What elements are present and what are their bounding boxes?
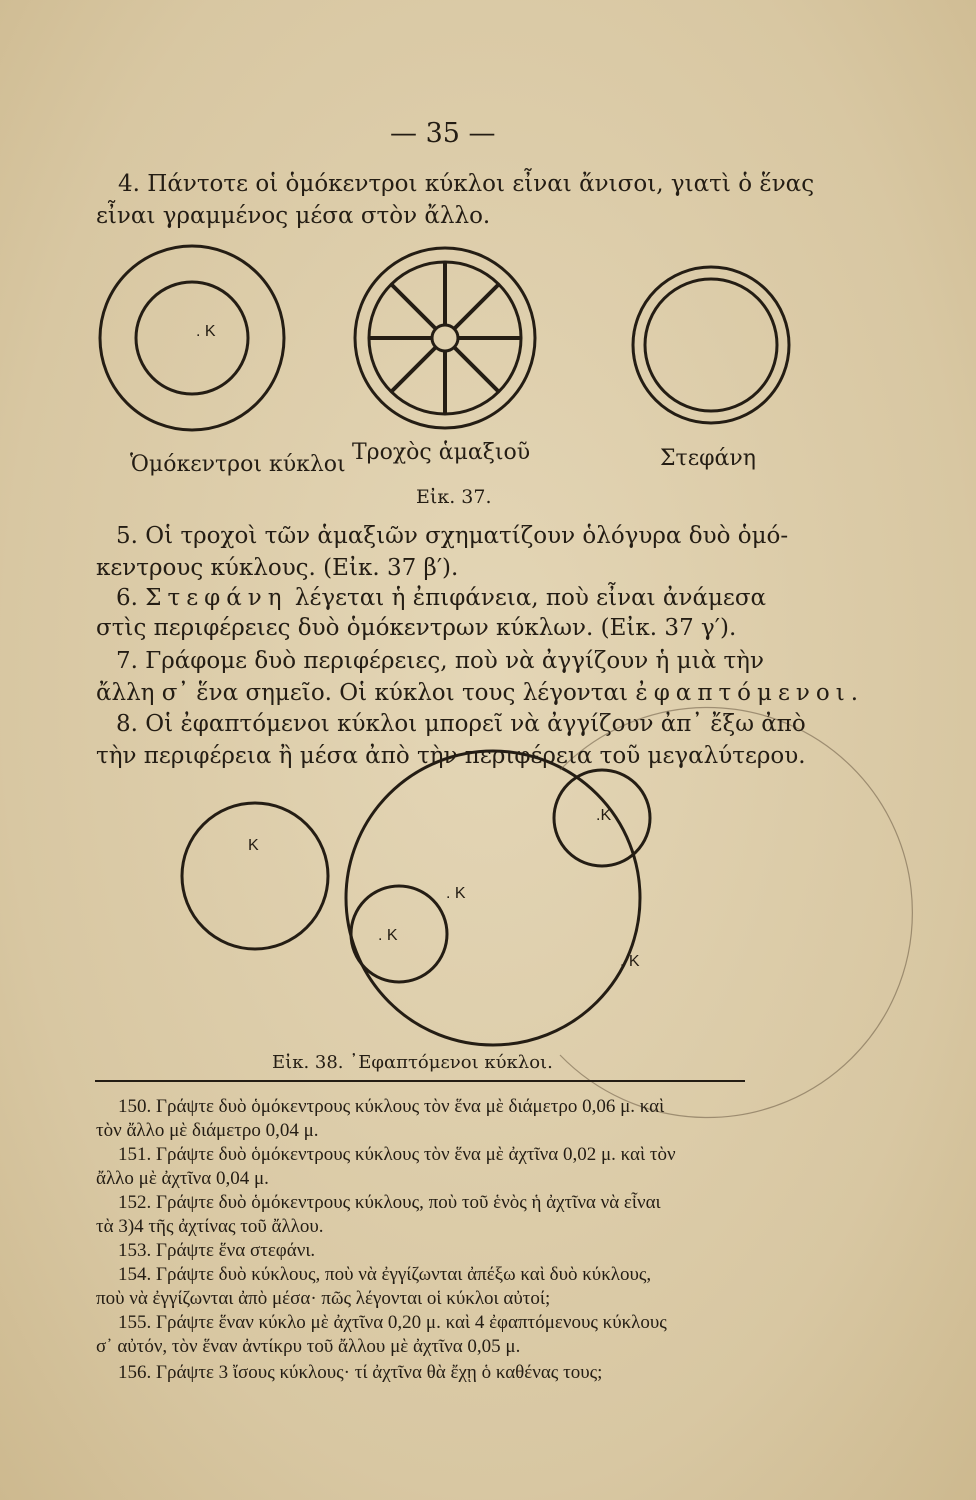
exercise-150-line-2: τὸν ἄλλο μὲ διάμετρο 0,04 μ.	[96, 1120, 319, 1141]
para-8-line-2: τὴν περιφέρεια ἢ μέσα ἀπὸ τὴν περιφέρεια τοῦ μεγαλύτερου.	[96, 743, 806, 769]
fig38-label-big: . K	[446, 885, 466, 902]
footnote-divider	[95, 1080, 745, 1082]
fig38-label-top-right: .K	[596, 807, 612, 824]
exercise-152-line-2: τὰ 3)4 τῆς ἀχτίνας τοῦ ἄλλου.	[96, 1216, 324, 1237]
para-7-line-2-start: ἄλλη σ᾿ ἕνα σημεῖο. Οἱ κύκλοι τους λέγονται	[96, 680, 629, 706]
para-7-line-2	[96, 677, 864, 709]
para-4-line-2: εἶναι γραμμένος μέσα στὸν ἄλλο.	[96, 203, 491, 229]
fig38-label-far-right: . K	[620, 953, 640, 970]
figure-38-caption: Εἰκ. 38. ᾿Εφαπτόμενοι κύκλοι.	[272, 1052, 553, 1073]
para-6-line-1	[116, 582, 766, 614]
concentric-inner-circle	[136, 282, 248, 394]
label-crown: Στεφάνη	[660, 446, 756, 471]
fig38-label-left: K	[248, 837, 259, 854]
crown-outer-circle	[633, 267, 789, 423]
para-7-term: ἐφαπτόμενοι.	[635, 680, 865, 706]
para-7-line-1: 7. Γράφομε δυὸ περιφέρειες, ποὺ νὰ ἀγγίζουν ἡ μιὰ τὴν	[116, 648, 764, 674]
para-6-number: 6.	[116, 585, 138, 611]
figure-37-caption: Εἰκ. 37.	[416, 486, 492, 508]
para-5-line-1: 5. Οἱ τροχοὶ τῶν ἁμαξιῶν σχηματίζουν ὁλόγυρα δυὸ ὁμό-	[116, 523, 789, 549]
exercise-155-line-1: 155. Γράψτε ἕναν κύκλο μὲ ἀχτῖνα 0,20 μ. καὶ 4 ἐφαπτόμενους κύκλους	[118, 1312, 667, 1333]
crown-inner-circle	[645, 279, 777, 411]
wheel-spokes	[370, 263, 520, 413]
label-concentric-circles: Ὁμόκεντροι κύκλοι	[130, 452, 346, 477]
exercise-151-line-1: 151. Γράψτε δυὸ ὁμόκεντρους κύκλους τὸν ἕνα μὲ ἀχτῖνα 0,02 μ. καὶ τὸν	[118, 1144, 676, 1165]
exercise-153: 153. Γράψτε ἕνα στεφάνι.	[118, 1240, 316, 1261]
exercise-152-line-1: 152. Γράψτε δυὸ ὁμόκεντρους κύκλους, ποὺ τοῦ ἑνὸς ἡ ἀχτῖνα νὰ εἶναι	[118, 1192, 661, 1213]
fig38-label-inner: . K	[378, 927, 398, 944]
label-wagon-wheel: Τροχὸς ἁμαξιοῦ	[352, 440, 531, 465]
para-4-line-1: 4. Πάντοτε οἱ ὁμόκεντροι κύκλοι εἶναι ἄνισοι, γιατὶ ὁ ἕνας	[118, 171, 815, 197]
exercise-150-line-1: 150. Γράψτε δυὸ ὁμόκεντρους κύκλους τὸν ἕνα μὲ διάμετρο 0,06 μ. καὶ	[118, 1096, 665, 1117]
para-5-line-2: κεντρους κύκλους. (Εἰκ. 37 β′).	[96, 555, 459, 581]
concentric-center-label: . K	[196, 323, 216, 340]
para-6-line-1-rest: λέγεται ἡ ἐπιφάνεια, ποὺ εἶναι ἀνάμεσα	[294, 585, 767, 611]
exercise-155-line-2: σ᾿ αὐτόν, τὸν ἕναν ἀντίκρυ τοῦ ἄλλου μὲ ἀχτῖνα 0,05 μ.	[96, 1336, 521, 1357]
tangent-left-circle	[182, 803, 328, 949]
exercise-154-line-1: 154. Γράψτε δυὸ κύκλους, ποὺ νὰ ἐγγίζωνται ἀπέξω καὶ δυὸ κύκλους,	[118, 1264, 652, 1285]
exercise-156: 156. Γράψτε 3 ἴσους κύκλους· τί ἀχτῖνα θὰ ἔχῃ ὁ καθένας τους;	[118, 1362, 603, 1383]
tangent-inner-circle	[351, 886, 447, 982]
exercise-151-line-2: ἄλλο μὲ ἀχτῖνα 0,04 μ.	[96, 1168, 269, 1189]
para-6-term: Στεφάνη	[145, 585, 288, 611]
page-number: — 35 —	[390, 118, 496, 149]
tangent-big-circle	[346, 751, 640, 1045]
para-6-line-2: στὶς περιφέρειες δυὸ ὁμόκεντρων κύκλων. (Εἰκ. 37 γ′).	[96, 615, 737, 641]
exercise-154-line-2: ποὺ νὰ ἐγγίζωνται ἀπὸ μέσα· πῶς λέγονται οἱ κύκλοι αὐτοί;	[96, 1288, 551, 1309]
concentric-outer-circle	[100, 246, 284, 430]
para-8-line-1: 8. Οἱ ἐφαπτόμενοι κύκλοι μπορεῖ νὰ ἀγγίζουν ἀπ᾿ ἔξω ἀπὸ	[116, 711, 806, 737]
